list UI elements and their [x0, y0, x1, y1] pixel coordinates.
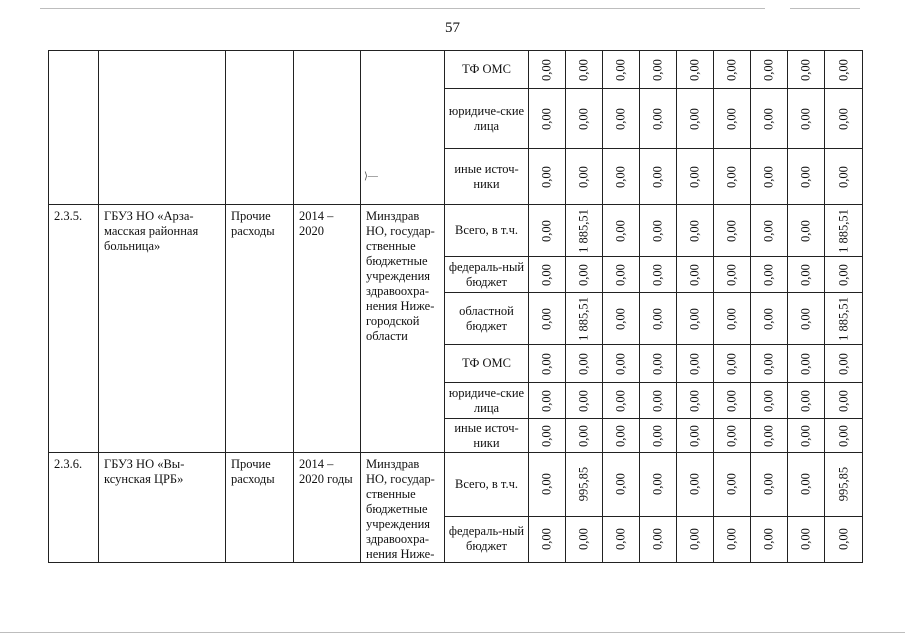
value-cell	[529, 89, 566, 149]
value-text: 1 885,51	[576, 208, 591, 253]
value-cell	[677, 419, 714, 453]
value-cell	[825, 383, 863, 419]
value-cell	[566, 453, 603, 517]
value-cell	[677, 383, 714, 419]
value-text: 0,00	[613, 307, 628, 330]
value-cell	[529, 419, 566, 453]
value-cell	[677, 453, 714, 517]
value-text: 995,85	[576, 467, 591, 502]
period	[294, 51, 361, 205]
value-text: 0,00	[687, 473, 702, 496]
value-cell	[751, 419, 788, 453]
value-cell	[788, 89, 825, 149]
value-cell	[788, 453, 825, 517]
value-cell	[788, 383, 825, 419]
funding-source: федераль-ный бюджет	[445, 257, 529, 293]
value-cell	[825, 205, 863, 257]
value-text: 0,00	[650, 219, 665, 242]
executor: Минздрав НО, государ-ственные бюджетные учреждения здравоохра-нения Ниже-	[361, 453, 445, 563]
period: 2014 – 2020 годы	[294, 453, 361, 563]
value-text: 0,00	[724, 307, 739, 330]
value-cell	[529, 453, 566, 517]
value-cell	[640, 383, 677, 419]
value-text: 0,00	[761, 528, 776, 551]
table-row	[49, 51, 863, 89]
value-text: 0,00	[539, 352, 554, 375]
value-text: 0,00	[687, 263, 702, 286]
value-cell	[566, 257, 603, 293]
value-text: 0,00	[687, 307, 702, 330]
value-text: 0,00	[613, 528, 628, 551]
value-cell	[788, 257, 825, 293]
value-text: 0,00	[613, 219, 628, 242]
value-cell	[714, 257, 751, 293]
value-cell	[751, 205, 788, 257]
value-text: 0,00	[761, 307, 776, 330]
scan-bottom-line	[0, 632, 905, 633]
value-text: 0,00	[539, 263, 554, 286]
scan-top-line	[40, 8, 765, 9]
funding-source: областной бюджет	[445, 293, 529, 345]
value-text: 995,85	[836, 467, 850, 502]
value-cell	[714, 51, 751, 89]
expense-category: Прочие расходы	[226, 205, 294, 453]
value-text: 0,00	[613, 165, 628, 188]
value-cell	[640, 516, 677, 562]
value-text: 0,00	[613, 58, 628, 81]
value-text: 0,00	[576, 165, 591, 188]
value-cell	[751, 453, 788, 517]
value-cell	[677, 516, 714, 562]
value-text: 0,00	[650, 107, 665, 130]
item-number: 2.3.6.	[49, 453, 99, 563]
value-text: 0,00	[798, 165, 813, 188]
value-cell	[825, 89, 863, 149]
value-text: 0,00	[613, 389, 628, 412]
value-text: 0,00	[836, 165, 850, 188]
value-text: 0,00	[798, 58, 813, 81]
value-text: 0,00	[761, 424, 776, 447]
value-text: 0,00	[836, 424, 850, 447]
value-cell	[566, 516, 603, 562]
funding-source: ТФ ОМС	[445, 345, 529, 383]
value-text: 0,00	[539, 389, 554, 412]
value-cell	[714, 89, 751, 149]
value-text: 0,00	[798, 389, 813, 412]
value-text: 0,00	[724, 352, 739, 375]
value-text: 0,00	[761, 107, 776, 130]
value-cell	[603, 453, 640, 517]
value-cell	[677, 89, 714, 149]
value-text: 0,00	[539, 424, 554, 447]
funding-source: иные источ-ники	[445, 419, 529, 453]
value-text: 0,00	[539, 219, 554, 242]
value-cell	[788, 149, 825, 205]
value-cell	[825, 149, 863, 205]
value-text: 0,00	[687, 424, 702, 447]
value-cell	[825, 453, 863, 517]
value-text: 0,00	[576, 58, 591, 81]
value-text: 0,00	[836, 389, 850, 412]
value-text: 0,00	[798, 352, 813, 375]
value-cell	[566, 419, 603, 453]
value-cell	[529, 51, 566, 89]
value-text: 0,00	[836, 263, 850, 286]
value-cell	[529, 516, 566, 562]
value-cell	[788, 516, 825, 562]
value-text: 0,00	[761, 352, 776, 375]
value-cell	[751, 383, 788, 419]
value-text: 0,00	[576, 424, 591, 447]
value-cell	[566, 383, 603, 419]
page-number: 57	[445, 20, 460, 36]
value-cell	[677, 345, 714, 383]
value-text: 0,00	[613, 107, 628, 130]
value-text: 0,00	[539, 165, 554, 188]
value-text: 0,00	[613, 473, 628, 496]
value-cell	[529, 293, 566, 345]
value-cell	[566, 205, 603, 257]
value-text: 0,00	[539, 528, 554, 551]
value-cell	[751, 149, 788, 205]
value-text: 0,00	[650, 473, 665, 496]
value-cell	[714, 419, 751, 453]
value-cell	[751, 345, 788, 383]
value-text: 0,00	[539, 473, 554, 496]
value-cell	[529, 345, 566, 383]
value-text: 0,00	[576, 528, 591, 551]
executor: Минздрав НО, государ-ственные бюджетные учреждения здравоохра-нения Ниже-городской области	[361, 205, 445, 453]
value-cell	[714, 205, 751, 257]
value-cell	[566, 89, 603, 149]
value-text: 0,00	[687, 389, 702, 412]
value-text: 0,00	[761, 473, 776, 496]
value-text: 0,00	[687, 58, 702, 81]
value-cell	[825, 257, 863, 293]
value-text: 0,00	[798, 307, 813, 330]
value-cell	[566, 345, 603, 383]
value-text: 0,00	[798, 219, 813, 242]
value-cell	[677, 257, 714, 293]
value-cell	[714, 453, 751, 517]
value-cell	[751, 51, 788, 89]
value-text: 0,00	[836, 352, 850, 375]
value-cell	[640, 149, 677, 205]
value-cell	[603, 149, 640, 205]
value-text: 0,00	[613, 424, 628, 447]
value-cell	[640, 257, 677, 293]
value-cell	[529, 257, 566, 293]
value-cell	[603, 516, 640, 562]
value-cell	[714, 516, 751, 562]
value-text: 0,00	[798, 263, 813, 286]
value-text: 0,00	[687, 219, 702, 242]
value-text: 0,00	[539, 107, 554, 130]
value-text: 0,00	[798, 424, 813, 447]
period: 2014 – 2020	[294, 205, 361, 453]
value-text: 0,00	[798, 473, 813, 496]
funding-source: Всего, в т.ч.	[445, 205, 529, 257]
value-text: 0,00	[687, 352, 702, 375]
value-text: 0,00	[650, 528, 665, 551]
value-cell	[825, 51, 863, 89]
value-cell	[714, 149, 751, 205]
value-text: 0,00	[650, 424, 665, 447]
value-text: 0,00	[650, 58, 665, 81]
value-text: 0,00	[761, 219, 776, 242]
value-text: 0,00	[724, 107, 739, 130]
value-text: 0,00	[836, 58, 850, 81]
value-text: 0,00	[798, 107, 813, 130]
value-text: 0,00	[539, 58, 554, 81]
value-cell	[825, 419, 863, 453]
value-cell	[640, 345, 677, 383]
value-cell	[751, 89, 788, 149]
value-text: 0,00	[724, 528, 739, 551]
value-cell	[751, 257, 788, 293]
table-row	[49, 205, 863, 257]
value-text: 0,00	[724, 219, 739, 242]
value-cell	[751, 293, 788, 345]
value-cell	[640, 205, 677, 257]
expense-category	[226, 51, 294, 205]
value-cell	[529, 205, 566, 257]
scan-mark: ⟩—	[364, 171, 378, 182]
value-text: 0,00	[724, 473, 739, 496]
value-text: 0,00	[687, 165, 702, 188]
value-cell	[529, 383, 566, 419]
value-cell	[603, 257, 640, 293]
item-number	[49, 51, 99, 205]
expense-category: Прочие расходы	[226, 453, 294, 563]
value-cell	[714, 345, 751, 383]
value-text: 0,00	[650, 389, 665, 412]
value-text: 0,00	[724, 424, 739, 447]
value-text: 0,00	[761, 389, 776, 412]
value-cell	[788, 419, 825, 453]
value-text: 0,00	[576, 352, 591, 375]
institution-name: ГБУЗ НО «Вы-ксунская ЦРБ»	[99, 453, 226, 563]
value-text: 0,00	[724, 389, 739, 412]
value-text: 0,00	[613, 352, 628, 375]
funding-source: Всего, в т.ч.	[445, 453, 529, 517]
value-cell	[677, 205, 714, 257]
value-cell	[640, 293, 677, 345]
funding-source: федераль-ный бюджет	[445, 516, 529, 562]
value-text: 0,00	[539, 307, 554, 330]
value-text: 0,00	[576, 107, 591, 130]
value-cell	[714, 293, 751, 345]
value-text: 0,00	[761, 58, 776, 81]
value-text: 0,00	[650, 352, 665, 375]
value-text: 0,00	[576, 263, 591, 286]
value-cell	[603, 419, 640, 453]
value-cell	[788, 51, 825, 89]
value-text: 0,00	[576, 389, 591, 412]
value-text: 0,00	[798, 528, 813, 551]
value-text: 0,00	[650, 263, 665, 286]
value-text: 0,00	[836, 528, 850, 551]
value-cell	[640, 51, 677, 89]
funding-source: иные источ-ники	[445, 149, 529, 205]
value-cell	[677, 149, 714, 205]
institution-name	[99, 51, 226, 205]
funding-source: юридиче-ские лица	[445, 89, 529, 149]
scan-top-line-right	[790, 8, 860, 9]
value-cell	[714, 383, 751, 419]
value-cell	[603, 293, 640, 345]
institution-name: ГБУЗ НО «Арза-масская районная больница»	[99, 205, 226, 453]
value-cell	[640, 419, 677, 453]
value-text: 0,00	[687, 528, 702, 551]
value-text: 1 885,51	[836, 296, 850, 341]
value-cell	[825, 293, 863, 345]
value-cell	[640, 453, 677, 517]
value-cell	[788, 293, 825, 345]
value-cell	[788, 205, 825, 257]
value-cell	[566, 149, 603, 205]
value-cell	[529, 149, 566, 205]
value-cell	[603, 383, 640, 419]
value-cell	[677, 293, 714, 345]
value-text: 1 885,51	[836, 208, 850, 253]
value-cell	[566, 293, 603, 345]
value-cell	[751, 516, 788, 562]
value-text: 0,00	[724, 165, 739, 188]
table-row	[49, 453, 863, 517]
funding-source: юридиче-ские лица	[445, 383, 529, 419]
value-text: 0,00	[761, 165, 776, 188]
value-text: 0,00	[761, 263, 776, 286]
value-text: 0,00	[687, 107, 702, 130]
funding-source: ТФ ОМС	[445, 51, 529, 89]
value-cell	[603, 345, 640, 383]
value-cell	[677, 51, 714, 89]
value-cell	[603, 205, 640, 257]
value-text: 1 885,51	[576, 296, 591, 341]
value-text: 0,00	[836, 107, 850, 130]
value-cell	[825, 345, 863, 383]
value-text: 0,00	[650, 165, 665, 188]
value-cell	[566, 51, 603, 89]
value-cell	[788, 345, 825, 383]
value-text: 0,00	[724, 263, 739, 286]
value-cell	[825, 516, 863, 562]
table-body	[49, 51, 863, 563]
value-cell	[640, 89, 677, 149]
value-text: 0,00	[613, 263, 628, 286]
value-text: 0,00	[724, 58, 739, 81]
item-number: 2.3.5.	[49, 205, 99, 453]
value-cell	[603, 89, 640, 149]
value-text: 0,00	[650, 307, 665, 330]
budget-table	[48, 50, 863, 563]
value-cell	[603, 51, 640, 89]
